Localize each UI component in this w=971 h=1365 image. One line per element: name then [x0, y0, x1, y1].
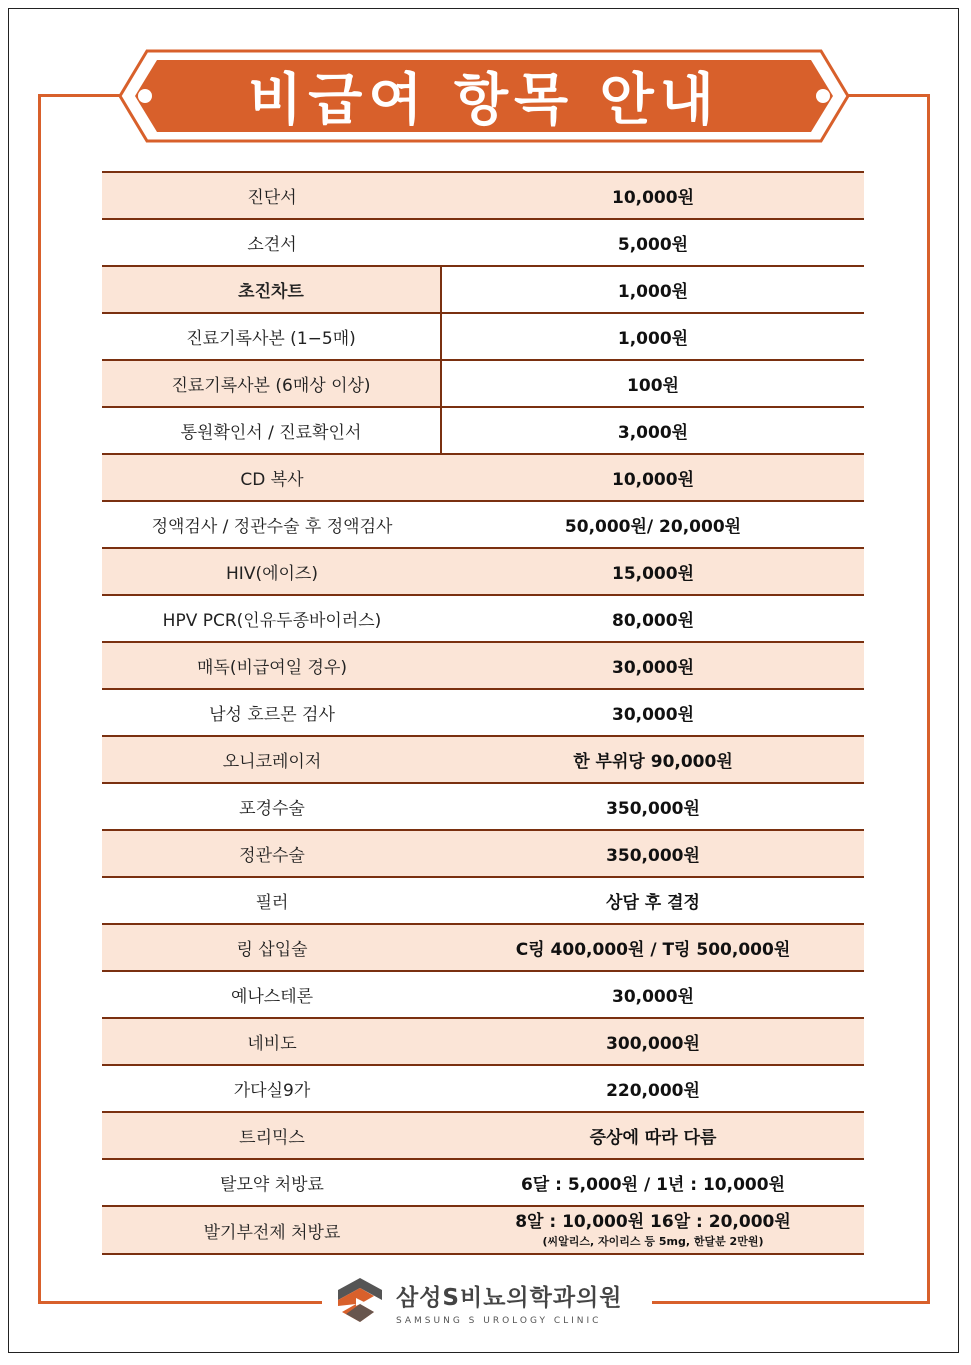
item-price: 300,000원: [606, 1034, 700, 1054]
item-name: 가다실9가: [233, 1081, 311, 1101]
item-price: 80,000원: [611, 611, 695, 631]
table-row: [102, 831, 864, 878]
item-name: 예나스테론: [230, 987, 314, 1007]
clinic-text: [396, 1279, 623, 1326]
item-price: 350,000원: [606, 846, 700, 866]
table-row: [102, 737, 864, 784]
item-price: 10,000원: [611, 470, 695, 490]
item-price: 350,000원: [606, 799, 700, 819]
table-row: [102, 502, 864, 549]
item-name: 정관수술: [239, 846, 305, 866]
item-price: 1,000원: [442, 267, 864, 312]
item-name: 네비도: [247, 1034, 297, 1054]
item-price: 30,000원: [611, 705, 695, 725]
item-price: 5,000원: [617, 235, 689, 255]
item-name: 남성 호르몬 검사: [209, 705, 335, 725]
item-name: 링 삽입술: [236, 940, 308, 960]
item-name: 초진차트: [102, 267, 442, 312]
item-name: 트리믹스: [239, 1128, 305, 1148]
item-price: 8알 : 10,000원 16알 : 20,000원: [515, 1211, 791, 1232]
table-row: [102, 690, 864, 737]
item-price: 10,000원: [611, 188, 695, 208]
table-row: [102, 173, 864, 220]
item-name: 필러: [255, 893, 289, 913]
table-row: [102, 925, 864, 972]
table-row: [102, 549, 864, 596]
table-row: [102, 314, 864, 361]
table-row: [102, 220, 864, 267]
item-price: 상담 후 결정: [606, 893, 700, 913]
item-price: 증상에 따라 다름: [589, 1128, 717, 1148]
item-name: 정액검사 / 정관수술 후 정액검사: [151, 517, 393, 537]
item-price-note: (씨알리스, 자이리스 등 5mg, 한달분 2만원): [542, 1234, 764, 1248]
price-table: [102, 171, 864, 1255]
table-row: [102, 1207, 864, 1255]
item-price: 30,000원: [611, 658, 695, 678]
item-name: 발기부전제 처방료: [203, 1222, 341, 1243]
table-row: [102, 361, 864, 408]
item-name: 오니코레이저: [222, 752, 322, 772]
table-row: [102, 1160, 864, 1207]
table-row: [102, 267, 864, 314]
item-name: CD 복사: [240, 470, 304, 490]
page-title: 비급여 항목 안내: [248, 68, 720, 133]
clinic-name-english: SAMSUNG S UROLOGY CLINIC: [396, 1315, 602, 1326]
table-row: [102, 1066, 864, 1113]
clinic-logo-icon: [334, 1276, 386, 1328]
table-row: [102, 1019, 864, 1066]
clinic-name: 삼성S비뇨의학과의원: [396, 1284, 623, 1311]
table-row: [102, 972, 864, 1019]
item-name: HPV PCR(인유두종바이러스): [162, 611, 382, 631]
item-name: 진단서: [247, 188, 297, 208]
item-name: 소견서: [247, 235, 297, 255]
item-name: HIV(에이즈): [226, 564, 318, 584]
item-price: 3,000원: [617, 423, 689, 443]
item-price: 1,000원: [617, 329, 689, 349]
item-name: 진료기록사본 (6매상 이상): [102, 361, 442, 406]
table-row: [102, 784, 864, 831]
title-banner: [117, 48, 851, 144]
item-name: 매독(비급여일 경우): [196, 658, 348, 678]
item-price: 30,000원: [611, 987, 695, 1007]
item-name: 진료기록사본 (1−5매): [102, 314, 442, 359]
table-row: [102, 455, 864, 502]
table-row: [102, 1113, 864, 1160]
item-price: C링 400,000원 / T링 500,000원: [515, 940, 791, 960]
item-price: 한 부위당 90,000원: [573, 752, 733, 772]
item-name: 탈모약 처방료: [220, 1175, 324, 1195]
table-row: [102, 408, 864, 455]
item-name: 통원확인서 / 진료확인서: [102, 408, 442, 453]
clinic-footer: [322, 1272, 652, 1332]
item-price: 6달 : 5,000원 / 1년 : 10,000원: [520, 1175, 786, 1195]
item-price: 100원: [442, 361, 864, 406]
item-price-group: [442, 1207, 864, 1253]
item-price: 15,000원: [611, 564, 695, 584]
item-price: 50,000원/ 20,000원: [564, 517, 742, 537]
table-row: [102, 878, 864, 925]
item-name: 포경수술: [239, 799, 305, 819]
table-row: [102, 643, 864, 690]
table-row: [102, 596, 864, 643]
item-price: 220,000원: [606, 1081, 700, 1101]
